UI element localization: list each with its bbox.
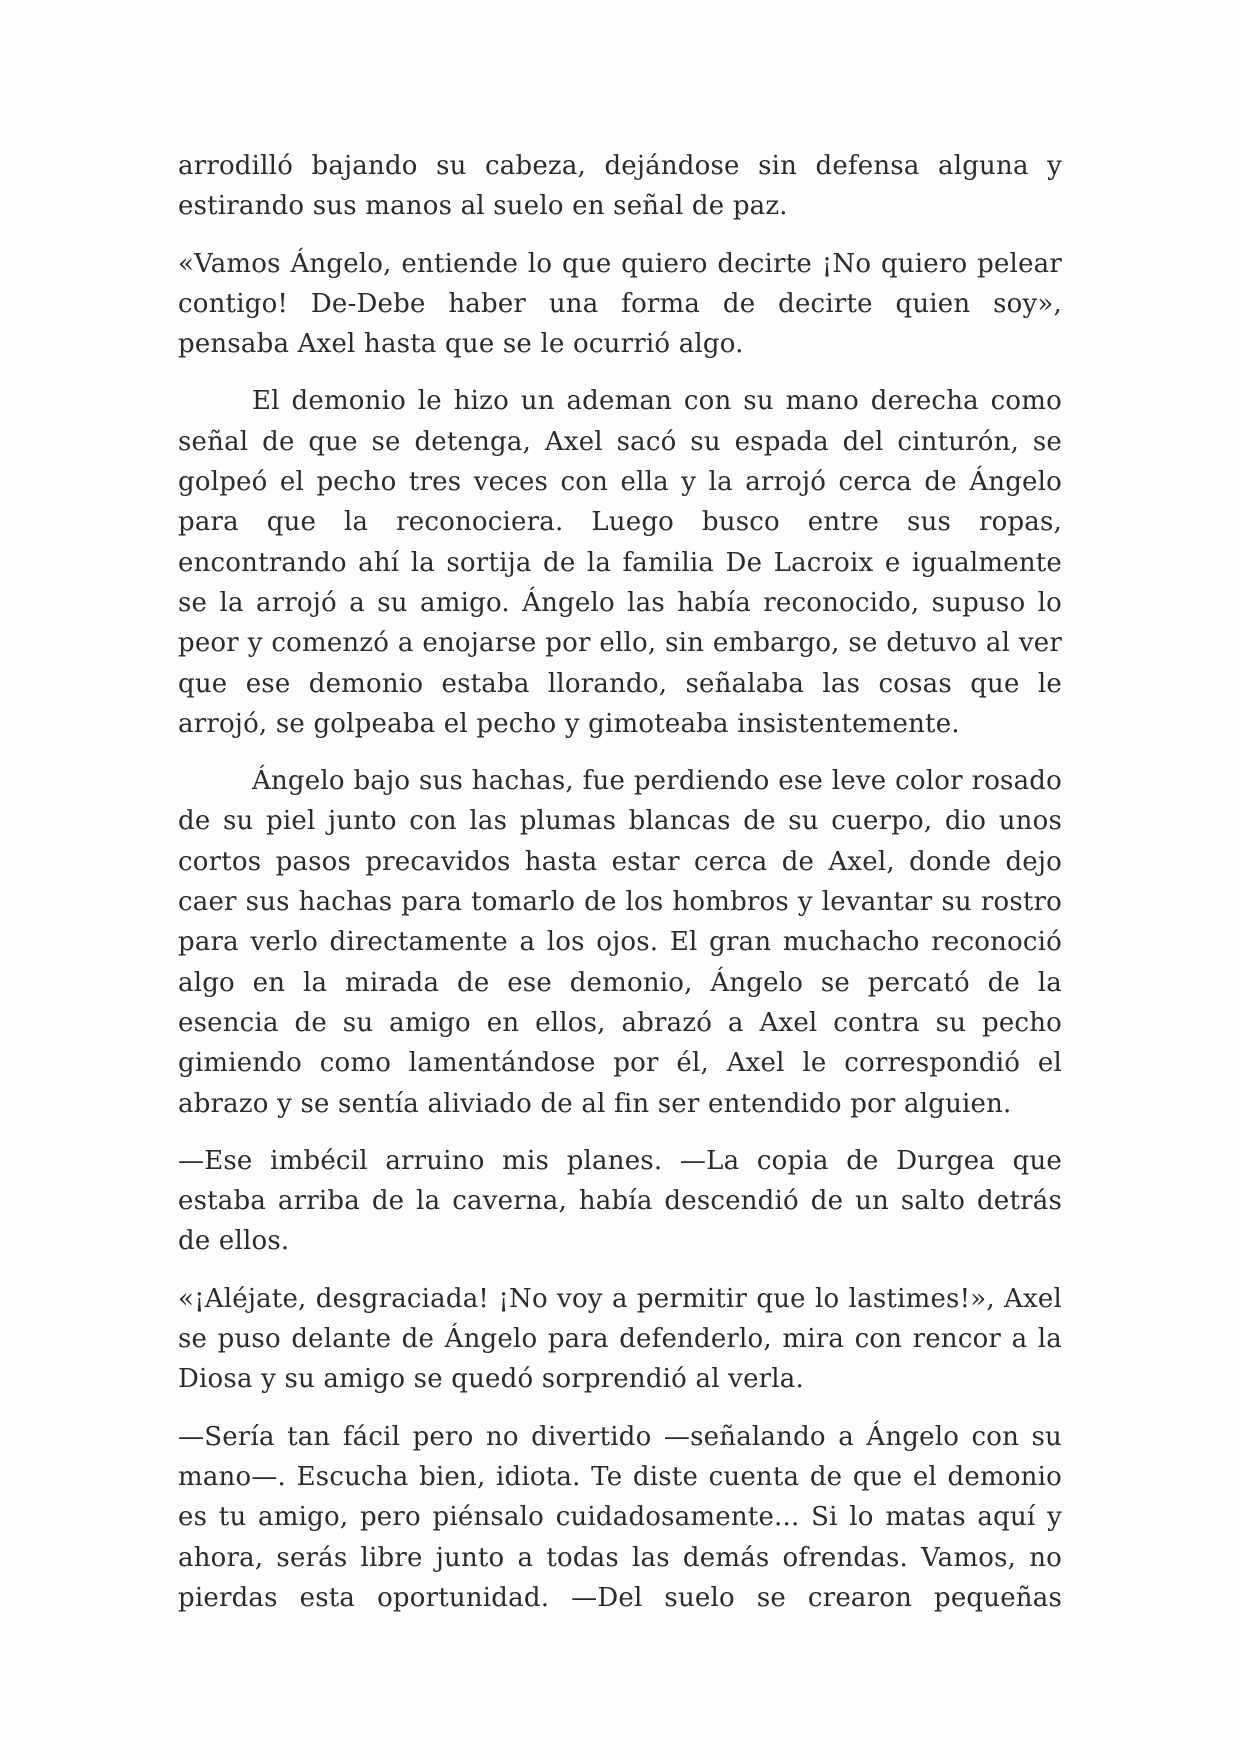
paragraph-5: —Ese imbécil arruino mis planes. —La copia de Durgea que estaba arriba de la caverna, había descendió de un salto detrás de ellos. bbox=[178, 1145, 1062, 1257]
paragraph-4: Ángelo bajo sus hachas, fue perdiendo ese leve color rosado de su piel junto con las plumas blancas de su cuerpo, dio unos cortos pasos precavidos hasta estar cerca de Axel, donde dejo caer sus hachas para tomarlo de los hombros y levantar su rostro para verlo directamente a los ojos. El gran muchacho reconoció algo en la mirada de ese demonio, Ángelo se percató de la esencia de su amigo en ellos, abrazó a Axel contra su pecho gimiendo como lamentándose por él, Axel le correspondió el abrazo y se sentía aliviado de al fin ser entendido por alguien. bbox=[178, 766, 1062, 1119]
paragraph-1: arrodilló bajando su cabeza, dejándose sin defensa alguna y estirando sus manos al suelo en señal de paz. bbox=[178, 151, 1062, 222]
paragraph-6: «¡Aléjate, desgraciada! ¡No voy a permitir que lo lastimes!», Axel se puso delante de Ángelo para defenderlo, mira con rencor a la Diosa y su amigo se quedó sorprendió al verla. bbox=[178, 1283, 1062, 1395]
paragraph-2: «Vamos Ángelo, entiende lo que quiero decirte ¡No quiero pelear contigo! De-Debe haber una forma de decirte quien soy», pensaba Axel hasta que se le ocurrió algo. bbox=[178, 248, 1062, 360]
paragraph-7: —Sería tan fácil pero no divertido —señalando a Ángelo con su mano—. Escucha bien, idiota. Te diste cuenta de que el demonio es tu amigo, pero piénsalo cuidadosamente... Si lo matas aquí y ahora, serás libre junto a todas las demás ofrendas. Vamos, no pierdas esta oportunidad. —Del suelo se crearon pequeñas bbox=[178, 1421, 1062, 1613]
paragraph-3: El demonio le hizo un ademan con su mano derecha como señal de que se detenga, Axel sacó su espada del cinturón, se golpeó el pecho tres veces con ella y la arrojó cerca de Ángelo para que la reconociera. Luego busco entre sus ropas, encontrando ahí la sortija de la familia De Lacroix e igualmente se la arrojó a su amigo. Ángelo las había reconocido, supuso lo peor y comenzó a enojarse por ello, sin embargo, se detuvo al ver que ese demonio estaba llorando, señalaba las cosas que le arrojó, se golpeaba el pecho y gimoteaba insistentemente. bbox=[178, 386, 1062, 739]
page-body-text bbox=[178, 146, 1062, 1635]
